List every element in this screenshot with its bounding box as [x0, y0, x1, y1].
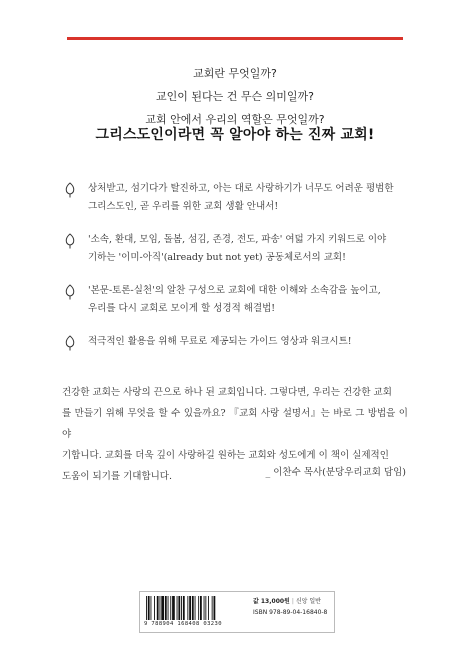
leaf-icon [64, 335, 76, 351]
feature-item [62, 333, 422, 351]
leaf-icon [64, 182, 76, 198]
feature-text: 상처받고, 섬기다가 탈진하고, 아는 대로 사랑하기가 너무도 어려운 평범한 [88, 183, 394, 194]
question: 교회란 무엇일까? [193, 67, 277, 80]
feature-list [62, 180, 422, 366]
barcode-stripe [214, 596, 216, 620]
leaf-icon [64, 233, 76, 249]
feature-item [62, 282, 422, 318]
feature-text: 우리를 다시 교회로 모이게 할 성경적 해결법! [88, 303, 276, 314]
barcode-stripe [204, 596, 205, 620]
feature-item [62, 231, 422, 267]
recommendation-line: 건강한 교회는 사랑의 끈으로 하나 된 교회입니다. 그렇다면, 우리는 건강한 교회 [62, 387, 392, 398]
feature-text: 적극적인 활용을 위해 무료로 제공되는 가이드 영상과 워크시트! [88, 336, 352, 347]
recommender-signature: _ 이찬수 목사(분당우리교회 담임) [265, 467, 406, 478]
barcode-block [139, 591, 335, 633]
question: 교회 안에서 우리의 역할은 무엇일까? [145, 113, 325, 126]
isbn: ISBN 978-89-04-16840-8 [253, 609, 328, 616]
barcode-stripe [177, 596, 178, 620]
barcode-stripe [170, 596, 171, 620]
barcode-stripe [165, 596, 167, 620]
barcode-stripe [189, 596, 191, 620]
barcode-stripe [151, 596, 152, 620]
top-red-rule [67, 37, 403, 40]
barcode-stripe [181, 596, 182, 620]
barcode-stripe [187, 596, 188, 620]
barcode-stripe [161, 596, 164, 620]
price-info [253, 596, 331, 618]
leaf-icon [64, 284, 76, 300]
barcode-icon [146, 596, 250, 620]
barcode-stripe [172, 596, 175, 620]
question: 교인이 된다는 건 무슨 의미일까? [156, 90, 314, 103]
barcode-stripe [208, 596, 209, 620]
feature-text: '본문-토론-실천'의 알찬 구성으로 교회에 대한 이해와 소속감을 높이고, [88, 285, 381, 296]
barcode-digits: 9 788904 168408 03230 [144, 621, 222, 627]
category: 신앙 일반 [295, 598, 321, 605]
barcode-stripe [154, 596, 155, 620]
headline: 그리스도인이라면 꼭 알아야 하는 진짜 교회! [95, 127, 375, 143]
barcode-stripe [160, 596, 161, 620]
question-list [0, 62, 470, 131]
feature-text: 기하는 '이미-아직'(already but not yet) 공동체로서의 교회! [88, 252, 346, 263]
barcode-stripe [205, 596, 206, 620]
separator: | [291, 598, 294, 605]
feature-item [62, 180, 422, 216]
barcode-stripe [183, 596, 185, 620]
barcode-stripe [146, 596, 147, 620]
price: 값 13,000원 [253, 598, 290, 605]
recommendation-line: 를 만들기 위해 무엇을 할 수 있을까요? 『교회 사랑 설명서』는 바로 그 방법을 이야 [62, 408, 408, 440]
feature-text: '소속, 환대, 모임, 돌봄, 섬김, 존경, 전도, 파송' 여덟 가지 키워드로 이야 [88, 234, 387, 245]
feature-text: 그리스도인, 곧 우리를 위한 교회 생활 안내서! [88, 201, 279, 212]
barcode-stripe [200, 596, 202, 620]
barcode-stripe [195, 596, 196, 620]
barcode-stripe [192, 596, 194, 620]
recommendation-line: 도움이 되기를 기대합니다. [62, 471, 173, 482]
barcode-stripe [178, 596, 180, 620]
barcode-stripe [157, 596, 159, 620]
recommendation-line: 기합니다. 교회를 더욱 깊이 사랑하길 원하는 교회와 성도에게 이 책이 실제적인 [62, 450, 389, 461]
barcode-stripe [198, 596, 199, 620]
barcode-stripe [212, 596, 213, 620]
barcode-stripe [168, 596, 169, 620]
barcode-stripe [148, 596, 150, 620]
